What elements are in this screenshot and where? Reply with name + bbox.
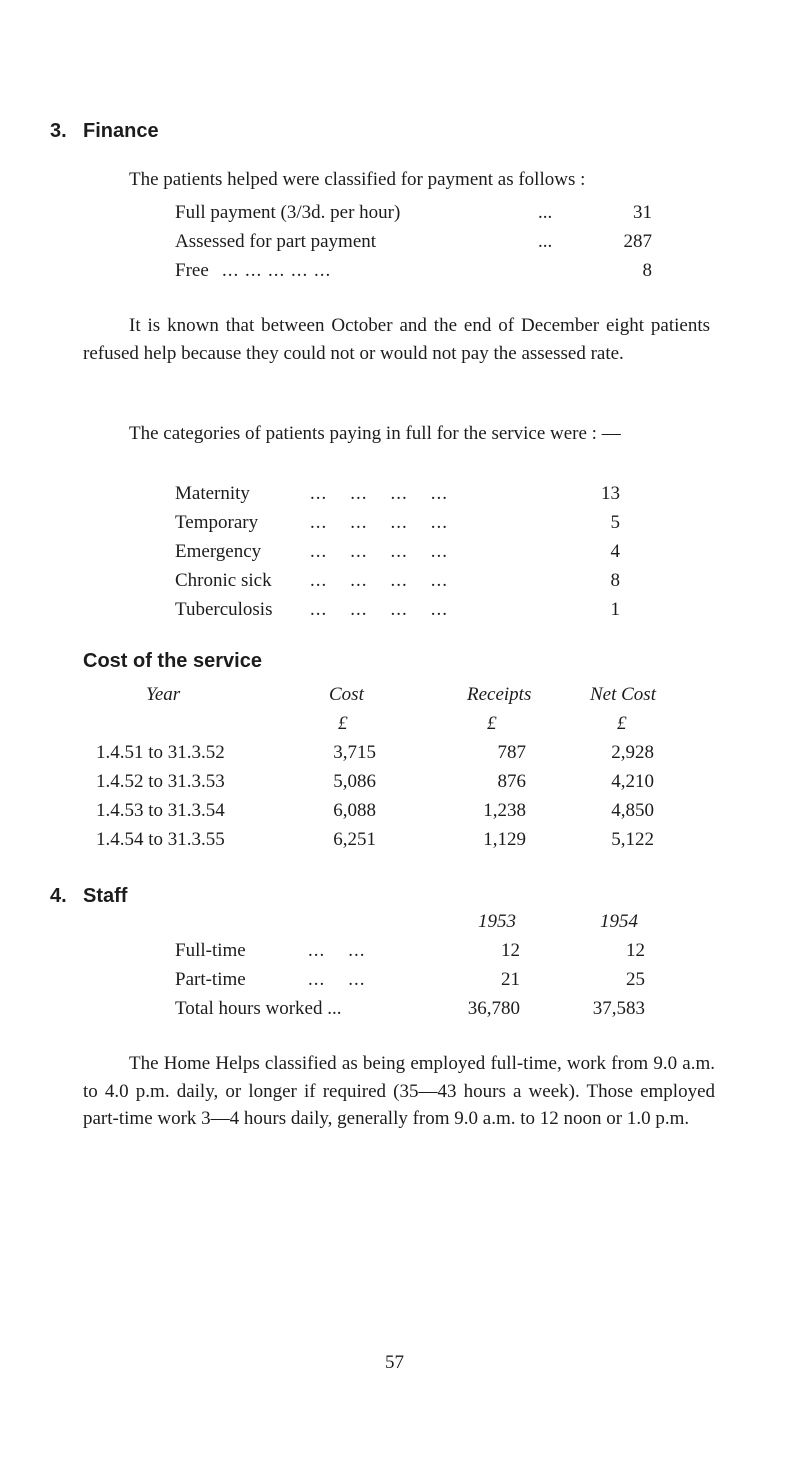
- cost-col-year: Year: [146, 684, 181, 705]
- category-label: Chronic sick: [175, 570, 272, 591]
- cost-row-year: 1.4.51 to 31.3.52: [96, 742, 225, 763]
- payment-value: 8: [642, 260, 652, 281]
- cost-row-year: 1.4.52 to 31.3.53: [96, 771, 225, 792]
- cost-unit: £: [487, 713, 497, 734]
- cost-row-cost: 3,715: [333, 742, 376, 763]
- cost-unit: £: [617, 713, 627, 734]
- cost-row-net-cost: 2,928: [611, 742, 654, 763]
- section-heading-finance: Finance: [83, 120, 159, 142]
- section-number-finance: 3.: [50, 120, 67, 142]
- page-number: 57: [385, 1352, 404, 1373]
- cost-row-receipts: 1,129: [483, 829, 526, 850]
- category-leader: ... ... ... ...: [310, 599, 448, 620]
- staff-year-1953: 1953: [478, 911, 516, 932]
- payment-label: Assessed for part payment: [175, 231, 377, 252]
- staff-value-1954: 12: [626, 940, 645, 961]
- cost-row-receipts: 787: [497, 742, 526, 763]
- category-value: 5: [610, 512, 620, 533]
- cost-row-cost: 6,088: [333, 800, 376, 821]
- cost-row-receipts: 1,238: [483, 800, 526, 821]
- staff-value-1953: 36,780: [467, 998, 520, 1019]
- category-value: 8: [610, 570, 620, 591]
- category-leader: ... ... ... ...: [310, 570, 448, 591]
- payment-leader: ... ... ... ... ...: [222, 260, 332, 281]
- cost-row-year: 1.4.53 to 31.3.54: [96, 800, 225, 821]
- finance-categories-intro: The categories of patients paying in full for the service were : —: [129, 423, 621, 444]
- category-value: 4: [610, 541, 620, 562]
- payment-value: 31: [633, 202, 652, 223]
- cost-row-year: 1.4.54 to 31.3.55: [96, 829, 225, 850]
- payment-leader: ...: [538, 202, 553, 223]
- staff-leader: ... ...: [308, 969, 366, 990]
- staff-row-label: Part-time: [175, 969, 246, 990]
- cost-row-cost: 5,086: [333, 771, 376, 792]
- category-leader: ... ... ... ...: [310, 512, 448, 533]
- payment-label: Free: [175, 260, 209, 281]
- category-leader: ... ... ... ...: [310, 541, 448, 562]
- category-label: Emergency: [175, 541, 262, 562]
- payment-leader: ...: [538, 231, 553, 252]
- cost-heading: Cost of the service: [83, 650, 262, 672]
- cost-row-cost: 6,251: [333, 829, 376, 850]
- payment-value: 287: [623, 231, 652, 252]
- cost-col-cost: Cost: [329, 684, 364, 705]
- cost-col-receipts: Receipts: [467, 684, 532, 705]
- cost-row-net-cost: 4,210: [611, 771, 654, 792]
- staff-row-label: Total hours worked ...: [175, 998, 342, 1019]
- staff-year-1954: 1954: [600, 911, 638, 932]
- category-label: Maternity: [175, 483, 250, 504]
- cost-unit: £: [338, 713, 348, 734]
- staff-value-1954: 37,583: [592, 998, 645, 1019]
- staff-value-1953: 21: [501, 969, 520, 990]
- staff-leader: ... ...: [308, 940, 366, 961]
- cost-row-net-cost: 4,850: [611, 800, 654, 821]
- category-leader: ... ... ... ...: [310, 483, 448, 504]
- cost-col-net-cost: Net Cost: [590, 684, 656, 705]
- category-value: 1: [610, 599, 620, 620]
- finance-refused-paragraph: It is known that between October and the end of December eight patients refused help because they could not or would not pay the assessed rate.: [83, 315, 710, 364]
- cost-row-receipts: 876: [497, 771, 526, 792]
- cost-row-net-cost: 5,122: [611, 829, 654, 850]
- section-number-staff: 4.: [50, 885, 67, 907]
- staff-value-1954: 25: [626, 969, 645, 990]
- section-heading-staff: Staff: [83, 885, 128, 907]
- staff-value-1953: 12: [501, 940, 520, 961]
- staff-row-label: Full-time: [175, 940, 246, 961]
- category-label: Temporary: [175, 512, 259, 533]
- payment-label: Full payment (3/3d. per hour): [175, 202, 401, 223]
- finance-intro: The patients helped were classified for payment as follows :: [129, 169, 586, 190]
- category-label: Tuberculosis: [175, 599, 273, 620]
- category-value: 13: [601, 483, 620, 504]
- staff-note-paragraph: The Home Helps classified as being employed full-time, work from 9.0 a.m. to 4.0 p.m. daily, or longer if required (35—43 hours a week). Those employed part-time work 3—4 hours daily, generally from 9.0 a.m. to 12 noon or 1.0 p.m.: [83, 1053, 715, 1129]
